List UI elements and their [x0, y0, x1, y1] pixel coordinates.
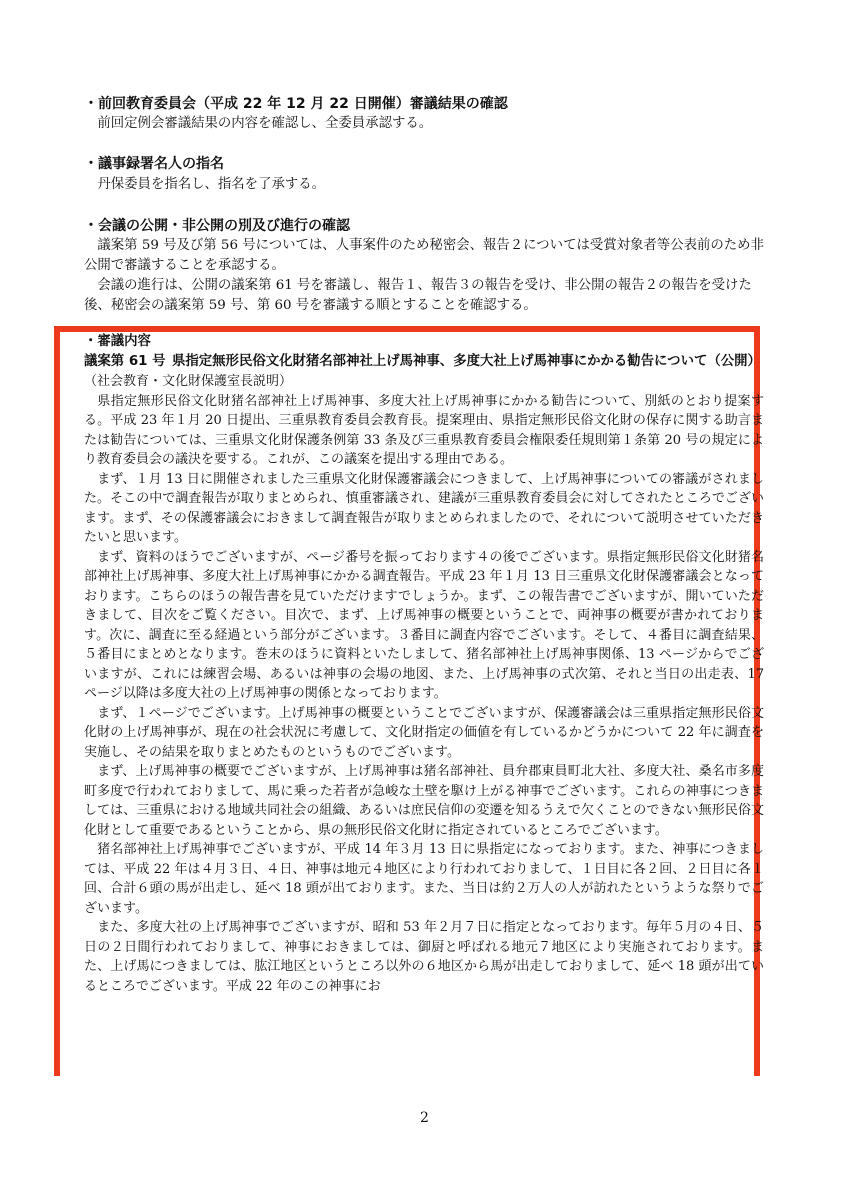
section-body-prev-meeting: 前回定例会審議結果の内容を確認し、全委員承認する。 [84, 116, 433, 131]
deliberation-heading: ・審議内容 [84, 334, 151, 349]
section-body-disclosure-2: 会議の進行は、公開の議案第 61 号を審議し、報告１、報告３の報告を受け、非公開の報告２の報告を受けた後、秘密会の議案第 59 号、第 60 号を審議する順とすることを確認する。 [84, 278, 752, 313]
agenda-number: 議案第 61 号 [84, 354, 166, 369]
deliberation-section [84, 332, 764, 996]
paragraph: まず、上げ馬神事の概要でございますが、上げ馬神事は猪名部神社、員弁郡東員町北大社、多度大社、桑名市多度町多度で行われておりまして、馬に乗った若者が急峻な土壁を駆け上がる神事でございます。これらの神事につきましては、三重県における地域共同社会の組織、あるいは庶民信仰の変遷を知るうえで欠くことのできない無形民俗文化財として重要であるということから、県の無形民俗文化財に指定されているところでございます。 [84, 764, 764, 838]
paragraph: また、多度大社の上げ馬神事でございますが、昭和 53 年２月７日に指定となっております。毎年５月の４日、５日の２日間行われておりまして、神事におきましては、御厨と呼ばれる地元７地区により実施されております。また、上げ馬につきましては、肱江地区というところ以外の６地区から馬が出走しておりまして、延べ 18 頭が出ているところでございます。平成 22 年のこの神事にお [84, 920, 764, 994]
paragraph: まず、１ページでございます。上げ馬神事の概要ということでございますが、保護審議会は三重県指定無形民俗文化財の上げ馬神事が、現在の社会状況に考慮して、文化財指定の価値を有しているかどうかについて 22 年に調査を実施し、その結果を取りまとめたものというものでございます。 [84, 705, 764, 760]
paragraph: まず、資料のほうでございますが、ページ番号を振っております４の後でございます。県指定無形民俗文化財猪名部神社上げ馬神事、多度大社上げ馬神事にかかる調査報告。平成 23 年１月 13 日三重県文化財保護審議会となっております。こちらのほうの報告書を見ていただけますでしょうか。まず、この報告書でございますが、開いていただきまして、目次をご覧ください。目次で、まず、上げ馬神事の概要ということで、両神事の概要が書かれております。次に、調査に至る経過という部分がございます。３番目に調査内容でございます。そして、４番目に調査結果、５番目にまとめとなります。巻末のほうに資料といたしまして、猪名部神社上げ馬神事関係、13 ページからでございますが、これには練習会場、あるいは神事の会場の地図、また、上げ馬神事の式次第、それと当日の出走表、17 ページ以降は多度大社の上げ馬神事の関係となっております。 [84, 549, 764, 701]
paragraph: まず、１月 13 日に開催されました三重県文化財保護審議会につきまして、上げ馬神事についての審議がされました。そこの中で調査報告が取りまとめられ、慎重審議され、建議が三重県教育委員会に対してされたところでございます。まず、その保護審議会におきまして調査報告が取りまとめられましたので、それについて説明させていただきたいと思います。 [84, 471, 764, 545]
section-heading-disclosure: ・会議の公開・非公開の別及び進行の確認 [84, 218, 350, 234]
section-heading-signatory: ・議事録署名人の指名 [84, 156, 224, 172]
paragraph: 猪名部神社上げ馬神事でございますが、平成 14 年３月 13 日に県指定になっております。また、神事につきましては、平成 22 年は４月３日、４日、神事は地元４地区により行われておりまして、１日目に各２回、２日目に各１回、合計６頭の馬が出走し、延べ 18 頭が出ております。また、当日は約２万人の人が訪れたというような祭りでございます。 [84, 842, 764, 916]
speaker-note: （社会教育・文化財保護室長説明） [84, 374, 293, 389]
section-body-disclosure-1: 議案第 59 号及び第 56 号については、人事案件のため秘密会、報告２については受賞対象者等公表前のため非公開で審議することを承認する。 [84, 238, 764, 273]
agenda-item [84, 352, 764, 372]
agenda-title: 県指定無形民俗文化財猪名部神社上げ馬神事、多度大社上げ馬神事にかかる勧告について（公開） [172, 354, 761, 369]
section-body-signatory: 丹保委員を指名し、指名を了承する。 [84, 177, 326, 192]
section-heading-prev-meeting: ・前回教育委員会（平成 22 年 12 月 22 日開催）審議結果の確認 [84, 96, 508, 112]
paragraph: 県指定無形民俗文化財猪名部神社上げ馬神事、多度大社上げ馬神事にかかる勧告について、別紙のとおり提案する。平成 23 年１月 20 日提出、三重県教育委員会教育長。提案理由、県指定無形民俗文化財の保存に関する助言または勧告については、三重県文化財保護条例第 33 条及び三重県教育委員会権限委任規則第１条第 20 号の規定により教育委員会の議決を要する。これが、この議案を提出する理由である。 [84, 393, 764, 467]
page-number: 2 [420, 1110, 429, 1126]
